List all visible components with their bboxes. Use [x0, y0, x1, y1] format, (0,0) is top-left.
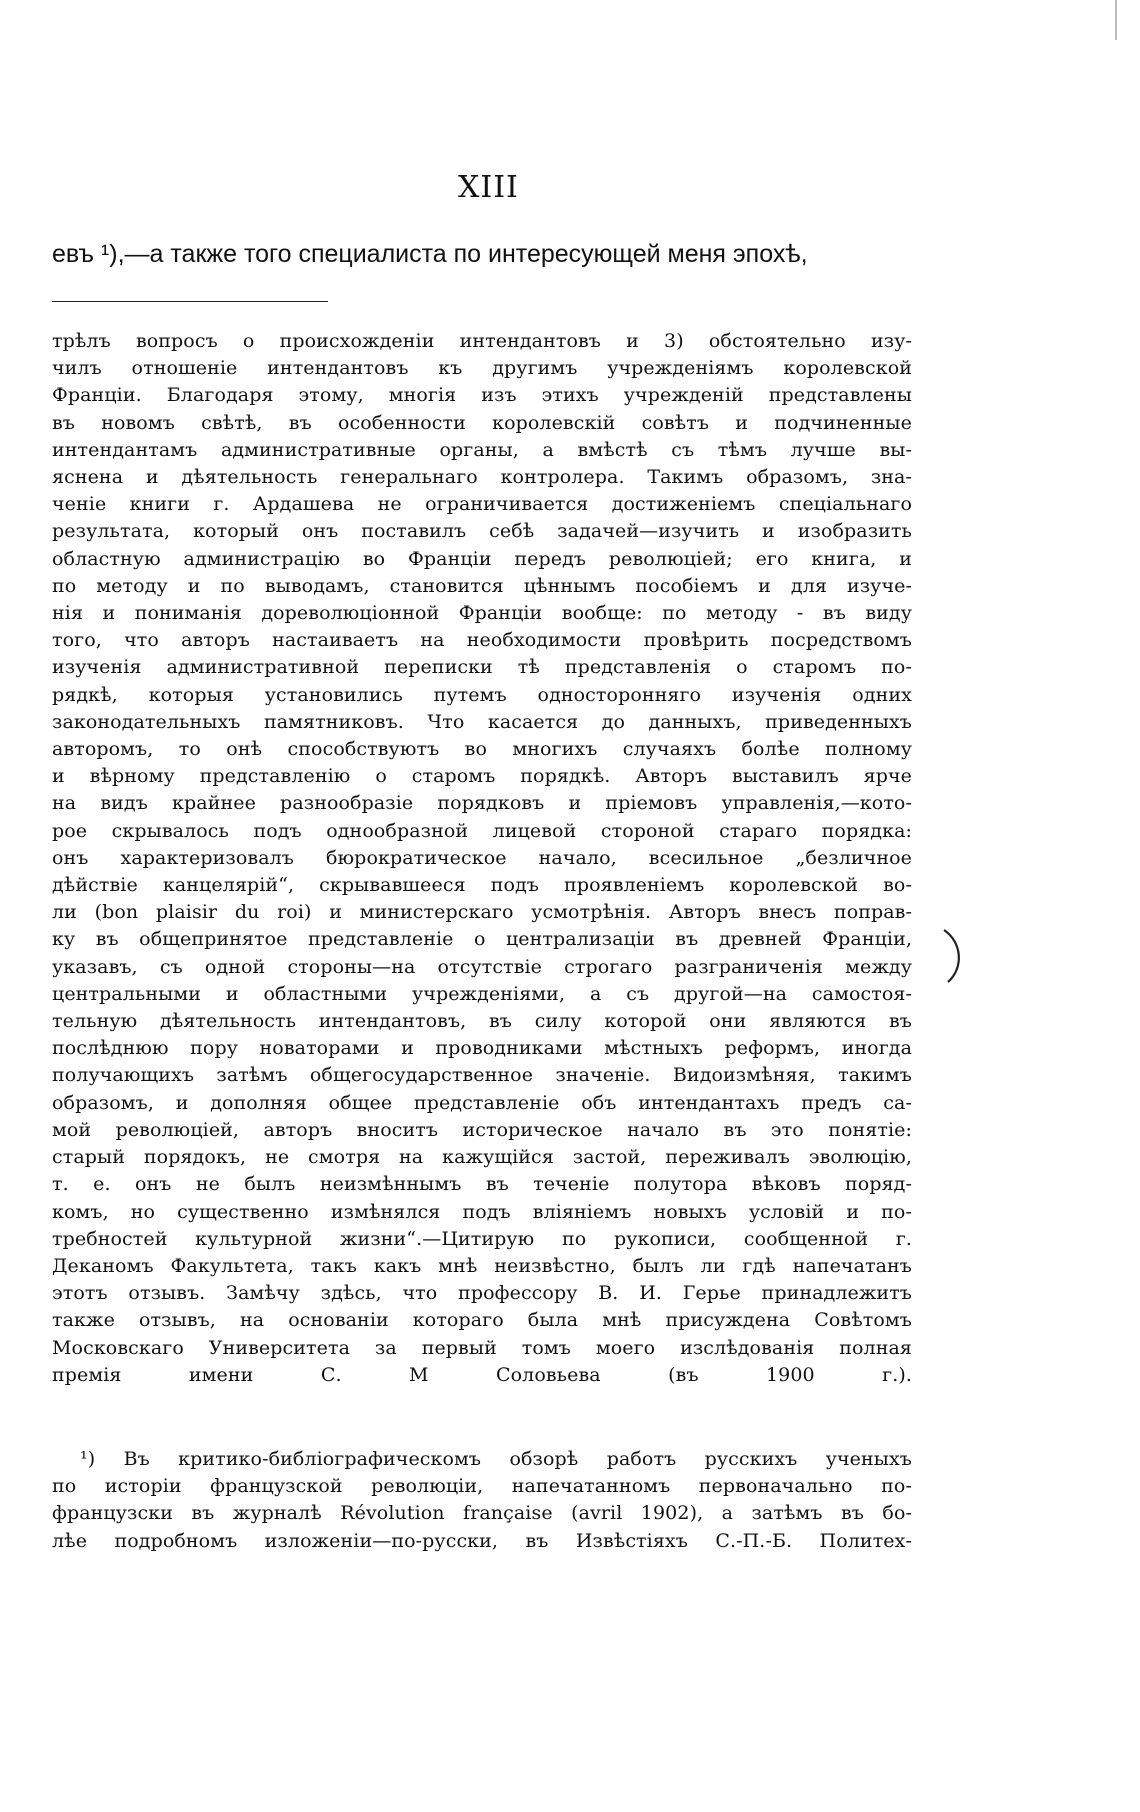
footnote-line: ¹) Въ критико-библіографическомъ обзорѣ работъ русскихъ ученыхъ: [80, 1448, 912, 1470]
footnote-line: того, что авторъ настаиваетъ на необходимости провѣрить посредствомъ: [52, 629, 912, 652]
footnote-line: т. е. онъ не былъ неизмѣннымъ въ теченіе полутора вѣковъ поряд-: [52, 1173, 912, 1196]
footnote-line: результата, который онъ поставилъ себѣ задачей—изучить и изобразить: [52, 520, 912, 543]
footnote-line: яснена и дѣятельность генеральнаго контролера. Такимъ образомъ, зна-: [52, 466, 912, 489]
footnote-line: онъ характеризовалъ бюрократическое начало, всесильное „безличное: [52, 846, 912, 869]
footnote-separator-rule: [52, 301, 328, 302]
footnote-line: интендантамъ административные органы, а вмѣстѣ съ тѣмъ лучше вы-: [52, 438, 912, 461]
page-number: XIII: [458, 170, 519, 205]
footnote-one: [52, 1446, 912, 1555]
footnote-line: лѣе подробномъ изложеніи—по-русски, въ Извѣстіяхъ С.-П.-Б. Политех-: [52, 1529, 912, 1552]
footnote-line: трѣлъ вопросъ о происхожденіи интендантовъ и 3) обстоятельно изу-: [52, 330, 912, 352]
footnote-line: авторомъ, то онѣ способствуютъ во многихъ случаяхъ болѣе полному: [52, 738, 912, 761]
footnote-line: по методу и по выводамъ, становится цѣннымъ пособіемъ и для изуче-: [52, 574, 912, 597]
footnote-line: также отзывъ, на основаніи котораго была мнѣ присуждена Совѣтомъ: [52, 1309, 912, 1332]
footnote-line: рое скрывалось подъ однообразной лицевой стороной стараго порядка:: [52, 819, 912, 842]
footnote-line: дѣйствіе канцелярій“, скрывавшееся подъ проявленіемъ королевской во-: [52, 874, 912, 897]
footnote-line: мой революціей, авторъ вноситъ историческое начало въ это понятіе:: [52, 1118, 912, 1141]
footnote-line: нія и пониманія дореволюціонной Франціи вообще: по методу - въ виду: [52, 602, 912, 625]
footnote-line: законодательныхъ памятниковъ. Что касается до данныхъ, приведенныхъ: [52, 710, 912, 733]
footnote-line: старый порядокъ, не смотря на кажущійся застой, переживалъ эволюцію,: [52, 1146, 912, 1169]
footnote-line: и вѣрному представленію о старомъ порядкѣ. Авторъ выставилъ ярче: [52, 765, 912, 788]
footnote-line: тельную дѣятельность интендантовъ, въ силу которой они являются въ: [52, 1010, 912, 1033]
footnote-line: центральными и областными учрежденіями, а съ другой—на самостоя-: [52, 982, 912, 1005]
footnote-line: ченіе книги г. Ардашева не ограничивается достиженіемъ спеціальнаго: [52, 493, 912, 516]
margin-bracket-mark: [940, 928, 968, 984]
footnote-line: получающихъ затѣмъ общегосударственное значеніе. Видоизмѣняя, такимъ: [52, 1064, 912, 1087]
footnote-line: изученія административной переписки тѣ представленія о старомъ по-: [52, 656, 912, 679]
footnote-line: указавъ, съ одной стороны—на отсутствіе строгаго разграниченія между: [52, 955, 912, 978]
footnote-line: этотъ отзывъ. Замѣчу здѣсь, что профессору В. И. Герье принадлежитъ: [52, 1282, 912, 1305]
footnote-line: по исторіи французской революціи, напечатанномъ первоначально по-: [52, 1475, 912, 1498]
footnote-line: премія имени С. М Соловьева (въ 1900 г.).: [52, 1363, 912, 1386]
footnote-line: чилъ отношеніе интендантовъ къ другимъ учрежденіямъ королевской: [52, 357, 912, 380]
footnote-line: въ новомъ свѣтѣ, въ особенности королевскій совѣтъ и подчиненные: [52, 411, 912, 434]
footnote-line: Деканомъ Факультета, такъ какъ мнѣ неизвѣстно, былъ ли гдѣ напечатанъ: [52, 1254, 912, 1277]
footnote-line: ли (bon plaisir du roi) и министерскаго усмотрѣнія. Авторъ внесъ поправ-: [52, 901, 912, 924]
footnote-line: французски въ журналѣ Révolution française (avril 1902), а затѣмъ въ бо-: [52, 1502, 912, 1525]
footnote-line: образомъ, и дополняя общее представленіе объ интендантахъ предъ са-: [52, 1091, 912, 1114]
footnote-line: на видъ крайнее разнообразіе порядковъ и пріемовъ управленія,—кото-: [52, 792, 912, 815]
footnote-line: ку въ общепринятое представленіе о централизаціи въ древней Франціи,: [52, 928, 912, 951]
footnote-line: рядкѣ, которыя установились путемъ односторонняго изученія одних: [52, 683, 912, 706]
footnote-line: областную администрацію во Франціи передъ революціей; его книга, и: [52, 547, 912, 570]
main-text-line: евъ ¹),—а также того специалиста по интересующей меня эпохѣ,: [52, 240, 808, 268]
footnote-line: требностей культурной жизни“.—Цитирую по рукописи, сообщенной г.: [52, 1227, 912, 1250]
footnote-continuation: [52, 328, 912, 1389]
scan-edge-mark: [1115, 0, 1117, 40]
footnote-line: комъ, но существенно измѣнялся подъ вліяніемъ новыхъ условій и по-: [52, 1200, 912, 1223]
footnote-line: Франціи. Благодаря этому, многія изъ этихъ учрежденій представлены: [52, 384, 912, 407]
footnote-line: Московскаго Университета за первый томъ моего изслѣдованія полная: [52, 1336, 912, 1359]
footnote-line: послѣднюю пору новаторами и проводниками мѣстныхъ реформъ, иногда: [52, 1037, 912, 1060]
